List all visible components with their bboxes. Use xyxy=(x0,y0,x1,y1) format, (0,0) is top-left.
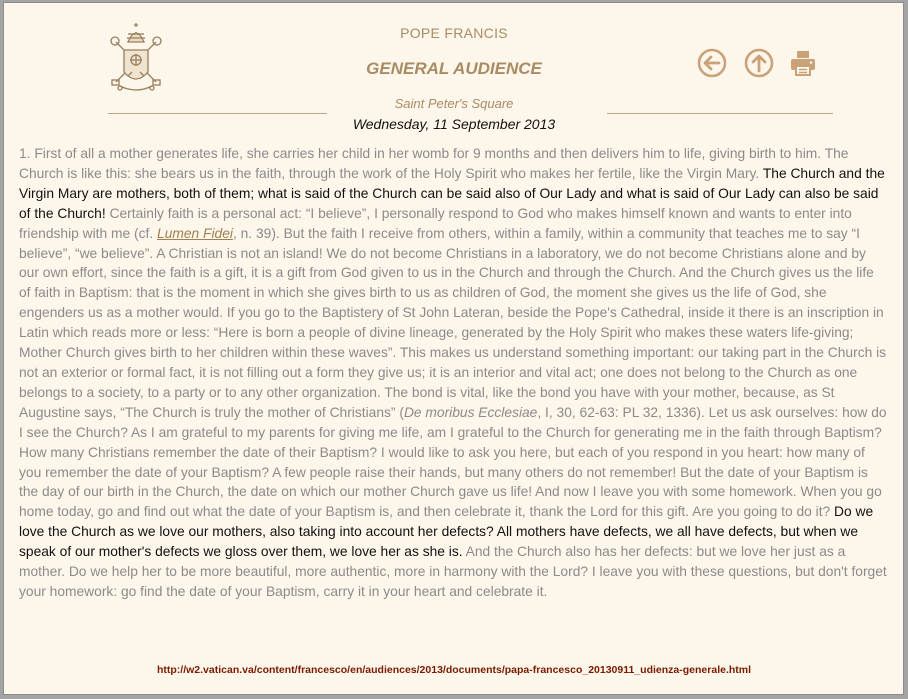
text-segment: , n. 39). But the faith I receive from others, within a family, within a community that teaches me to say “I believe”, “we believe”. A Christian is not an island! We do not become Christians in a laboratory, we do not become Christians alone and by our own effort, since the faith is a gift, it is a gift from God given to us in the Church and through the Church. And the Church gives us the life of faith in Baptism: that is the moment in which she gives birth to us as children of God, the moment she gives us the life of God, she engenders us as a mother would. If you go to the Baptistery of St John Lateran, beside the Pope's Cathedral, inside it there is an inscription in Latin which reads more or less: “Here is born a people of divine lineage, generated by the Holy Spirit who makes these waters life-giving; Mother Church gives birth to her children within these waves”. This makes us understand something important: our taking part in the Church is not an exterior or formal fact, it is not filling out a form they give us; it is an interior and vital act; one does not belong to the Church as one belongs to a society, to a party or to any other organization. The bond is vital, like the bond you have with your mother, because, as St Augustine says, “The Church is truly the mother of Christians” ( xyxy=(19,225,887,420)
date-label: Wednesday, 11 September 2013 xyxy=(352,116,556,132)
audience-text xyxy=(19,144,889,602)
citation-title: De moribus Ecclesiae xyxy=(403,404,538,420)
highlighted-text: The Church and the Virgin Mary are mothers, both of them; what is said of the Church can be said also of Our Lady and what is said of Our Lady can also be said of the Church! xyxy=(19,165,885,221)
lumen-fidei-link[interactable]: Lumen Fidei xyxy=(157,225,233,241)
author-label: POPE FRANCIS xyxy=(400,25,508,41)
page-title: GENERAL AUDIENCE xyxy=(366,59,542,78)
text-segment: , I, 30, 62-63: PL 32, 1336). Let us ask ourselves: how do I see the Church? As I am grateful to my parents for giving me life, am I grateful to the Church for generating me in the faith through Baptism? How many Christians remember the date of their Baptism? I would like to ask you here, but each of you respond in you heart: how many of you remember the date of your Baptism? A few people raise their hands, but many others do not remember! But the date of your Baptism is the day of our birth in the Church, the date on which our mother Church gave us life! And now I leave you with some homework. When you go home today, go and find out what the date of your Baptism is, and then celebrate it, thank the Lord for this gift. Are you going to do it? xyxy=(19,404,887,520)
up-arrow-icon[interactable] xyxy=(744,48,774,78)
source-url: http://w2.vatican.va/content/francesco/en/audiences/2013/documents/papa-francesco_20130911_udienza-generale.html xyxy=(156,664,752,676)
place-label: Saint Peter's Square xyxy=(394,96,514,111)
header-divider-left xyxy=(108,113,327,114)
text-segment: And the Church also has her defects: but we love her just as a mother. Do we help her to be more beautiful, more authentic, more in harmony with the Lord? I leave you with these questions, but don't forget your homework: go find the date of your Baptism, carry it in your heart and celebrate it. xyxy=(19,544,887,599)
back-arrow-icon[interactable] xyxy=(697,48,727,78)
printer-icon[interactable] xyxy=(788,48,818,78)
highlighted-text: Do we love the Church as we love our mothers, also taking into account her defects? All mothers have defects, we all have defects, but when we speak of our mother's defects we gloss over them, we love her as she is. xyxy=(19,504,874,560)
text-segment: Certainly faith is a personal act: “I believe”, I personally respond to God who makes himself known and wants to enter into friendship with me (cf. xyxy=(19,205,852,241)
text-segment: 1. First of all a mother generates life, she carries her child in her womb for 9 months and then delivers him to life, giving birth to him. The Church is like this: she bears us in the faith, through the work of the Holy Spirit who makes her fertile, like the Virgin Mary. xyxy=(19,146,849,181)
header-divider-right xyxy=(607,113,833,114)
